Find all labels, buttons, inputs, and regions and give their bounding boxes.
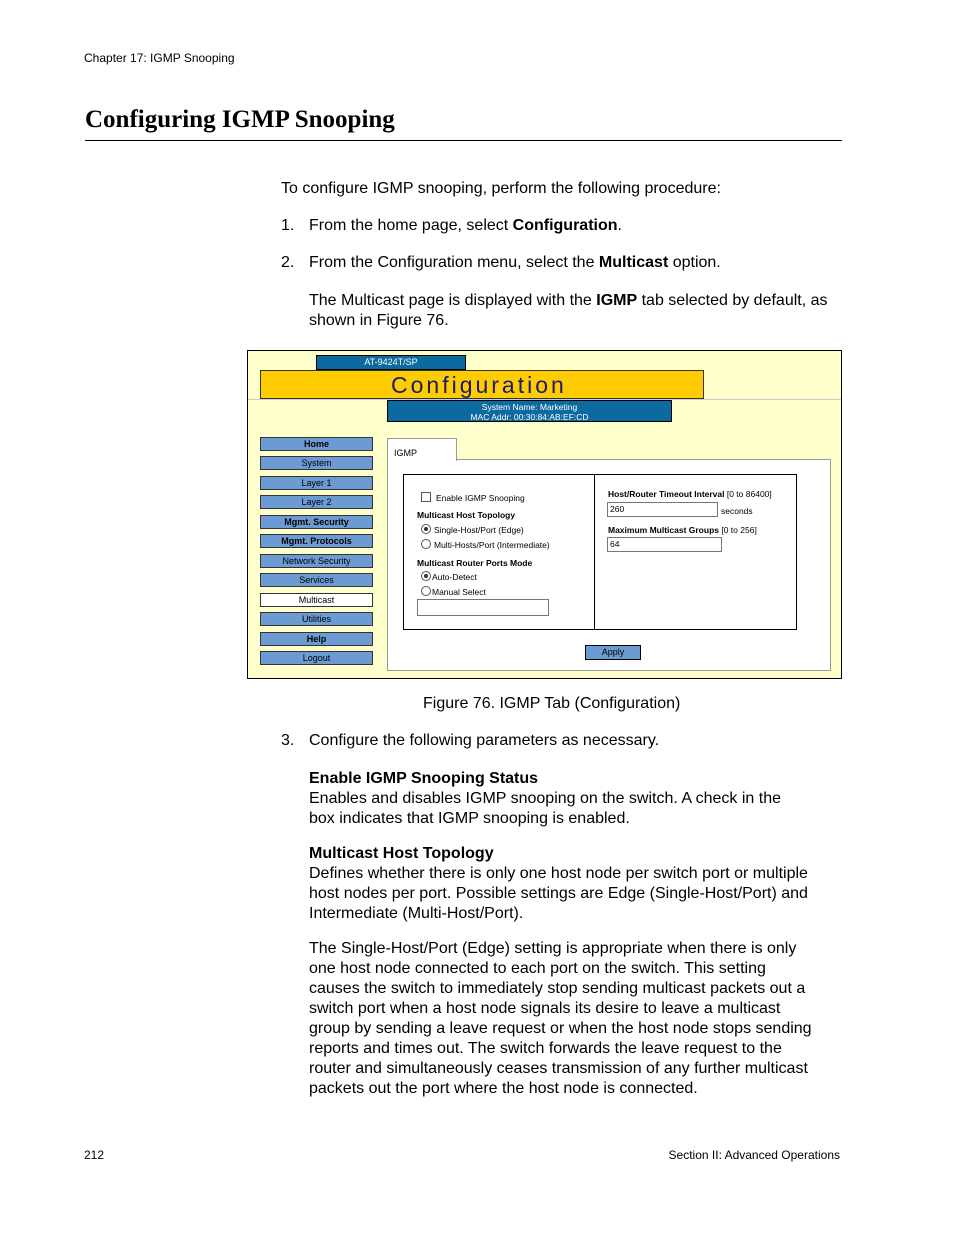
nav-item-utilities[interactable]: Utilities: [260, 612, 373, 626]
figure-screenshot: [247, 350, 842, 679]
panel-divider: [594, 474, 595, 630]
param-line: Intermediate (Multi-Host/Port).: [309, 905, 524, 922]
param-heading: Enable IGMP Snooping Status: [309, 770, 539, 787]
topology-radio-edge[interactable]: [421, 524, 431, 534]
manual-ports-input[interactable]: [417, 599, 549, 616]
para-line: causes the switch to immediately stop sending multicast packets out a: [309, 980, 806, 997]
router-radio-manual[interactable]: [421, 586, 431, 596]
host-topology-heading: Multicast Host Topology: [417, 510, 516, 520]
router-option-manual: Manual Select: [432, 587, 486, 597]
running-footer: Section II: Advanced Operations: [668, 1148, 840, 1162]
param-enable-igmp: [309, 769, 849, 829]
para-line: reports and times out. The switch forwards the leave request to the: [309, 1040, 782, 1057]
system-info-box: [387, 400, 672, 422]
nav-item-mgmt-protocols[interactable]: Mgmt. Protocols: [260, 534, 373, 548]
param-heading: Multicast Host Topology: [309, 845, 494, 862]
page-number: 212: [84, 1148, 105, 1162]
enable-igmp-checkbox[interactable]: [421, 492, 431, 502]
param-line: Defines whether there is only one host node per switch port or multiple: [309, 865, 808, 882]
nav-item-logout[interactable]: Logout: [260, 651, 373, 665]
nav-item-multicast[interactable]: Multicast: [260, 593, 373, 607]
nav-item-mgmt-security[interactable]: Mgmt. Security: [260, 515, 373, 529]
step-number: 3.: [281, 732, 295, 749]
section-title: Configuring IGMP Snooping: [85, 106, 395, 133]
nav-item-help[interactable]: Help: [260, 632, 373, 646]
nav-item-home[interactable]: Home: [260, 437, 373, 451]
para-line: switch port when a host node signals its desire to leave a multicast: [309, 1000, 781, 1017]
param-line: Enables and disables IGMP snooping on the switch. A check in the: [309, 790, 781, 807]
para-line: packets out the port where the host node is connected.: [309, 1080, 698, 1097]
router-ports-heading: Multicast Router Ports Mode: [417, 558, 533, 568]
para-line: The Single-Host/Port (Edge) setting is appropriate when there is only: [309, 940, 797, 957]
timeout-unit: seconds: [721, 506, 753, 516]
topology-radio-intermediate[interactable]: [421, 539, 431, 549]
para-line: one host node connected to each port on the switch. This setting: [309, 960, 766, 977]
mac-address: MAC Addr: 00:30:84:AB:EF:CD: [470, 412, 589, 422]
configuration-banner: Configuration: [260, 370, 704, 399]
system-name: System Name: Marketing: [481, 402, 578, 412]
apply-button[interactable]: Apply: [585, 645, 641, 660]
nav-item-system[interactable]: System: [260, 456, 373, 470]
param-line: box indicates that IGMP snooping is enabled.: [309, 810, 630, 827]
intro-text: To configure IGMP snooping, perform the following procedure:: [281, 180, 721, 197]
para-line: router and simultaneously ceases transmission of any further multicast: [309, 1060, 808, 1077]
router-option-auto: Auto-Detect: [432, 572, 477, 582]
step-2-text: From the Configuration menu, select the Multicast option.: [309, 254, 721, 271]
figure-caption: Figure 76. IGMP Tab (Configuration): [423, 695, 681, 712]
maxgroups-input[interactable]: 64: [607, 537, 722, 552]
timeout-label: Host/Router Timeout Interval [0 to 86400]: [608, 489, 772, 499]
step-number: 2.: [281, 254, 295, 271]
edge-setting-paragraph: [309, 939, 849, 1099]
enable-igmp-label: Enable IGMP Snooping: [436, 493, 525, 503]
nav-item-layer-1[interactable]: Layer 1: [260, 476, 373, 490]
param-host-topology: [309, 844, 849, 924]
step-2-note: The Multicast page is displayed with the IGMP tab selected by default, as shown in Figure 76.: [309, 292, 828, 329]
step-number: 1.: [281, 217, 295, 234]
timeout-input[interactable]: 260: [607, 502, 718, 517]
param-line: host nodes per port. Possible settings are Edge (Single-Host/Port) and: [309, 885, 808, 902]
maxgroups-label: Maximum Multicast Groups [0 to 256]: [608, 525, 757, 535]
topology-option-edge: Single-Host/Port (Edge): [434, 525, 524, 535]
step-3-text: Configure the following parameters as necessary.: [309, 732, 660, 749]
tab-igmp[interactable]: IGMP: [387, 438, 457, 461]
model-label: AT-9424T/SP: [316, 355, 466, 370]
router-radio-auto[interactable]: [421, 571, 431, 581]
nav-item-network-security[interactable]: Network Security: [260, 554, 373, 568]
nav-item-layer-2[interactable]: Layer 2: [260, 495, 373, 509]
step-1-text: From the home page, select Configuration.: [309, 217, 622, 234]
topology-option-intermediate: Multi-Hosts/Port (Intermediate): [434, 540, 550, 550]
nav-item-services[interactable]: Services: [260, 573, 373, 587]
running-header: Chapter 17: IGMP Snooping: [84, 51, 235, 65]
para-line: group by sending a leave request or when the host node stops sending: [309, 1020, 812, 1037]
title-rule: [85, 140, 842, 141]
